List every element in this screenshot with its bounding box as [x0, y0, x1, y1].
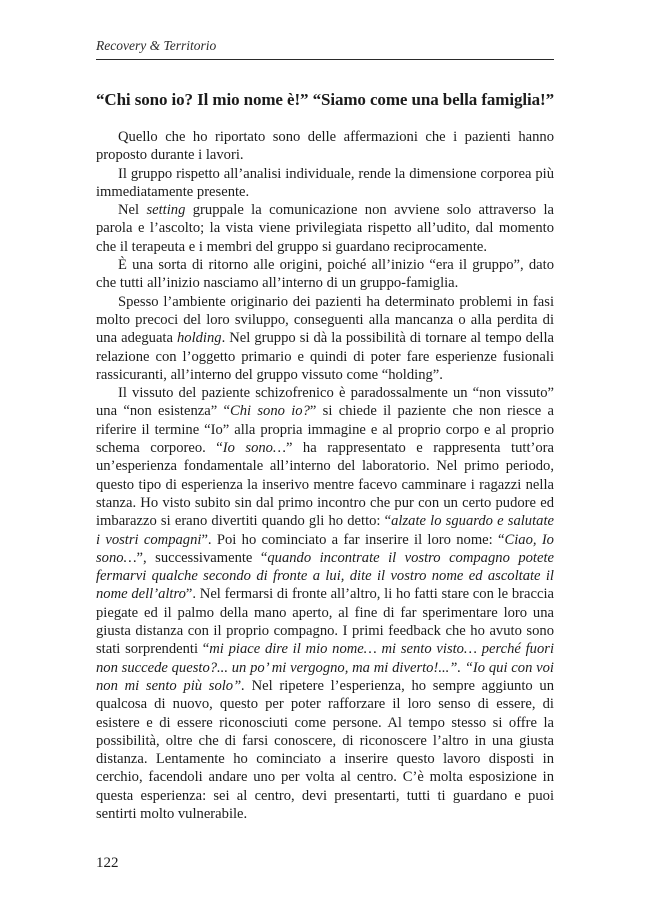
text-run: Nel	[118, 202, 147, 219]
text-run: Il vissuto del paziente schizofrenico è paradossalmente un “non vissuto” una “non esistenza” “	[96, 385, 554, 420]
paragraph-1: Quello che ho riportato sono delle affermazioni che i pazienti hanno proposto durante i lavori.	[96, 129, 554, 164]
text-run: ” si chiede il paziente che non riesce a riferire il termine “Io” alla propria immagine e al proprio corpo e al proprio schema corporeo. “	[96, 403, 554, 457]
paragraph-3	[96, 201, 554, 256]
italic-quote: Ciao, Io sono…	[96, 531, 554, 566]
text-run: ” ha rappresentato e rappresenta tutt’ora un’esperienza fondamentale all’interno del laboratorio. Nel primo periodo, questo tipo di esperienza la inserivo mentre facevo camminare i ragazzi nella stanza. Ho visto subito sin dal primo incontro che pur con un certo pudore ed imbarazzo si erano divertiti quando gli ho detto: “	[96, 440, 554, 530]
text-run: Spesso l’ambiente originario dei pazienti ha determinato problemi in fasi molto precoci del loro sviluppo, conseguenti alla mancanza o alla perdita di una adeguata	[96, 293, 554, 347]
italic-quote: alzate lo sguardo e salutate i vostri compagni	[96, 513, 554, 548]
paragraph-5	[96, 293, 554, 384]
italic-quote: Chi sono io?	[229, 403, 310, 420]
text-run: ”, successivamente “	[136, 549, 268, 566]
header-rule	[96, 59, 554, 60]
italic-quote: quando incontrate il vostro compagno potete fermarvi qualche secondo di fronte a lui, dite il vostro nome ed ascoltate il nome dell’altro	[96, 549, 554, 603]
body-text	[96, 128, 554, 823]
paragraph-2: Il gruppo rispetto all’analisi individuale, rende la dimensione corporea più immediatamente presente.	[96, 165, 554, 200]
text-run: gruppale la comunicazione non avviene solo attraverso la parola e l’ascolto; la vista viene privilegiata rispetto all’udito, dal momento che il terapeuta e i membri del gruppo si guardano reciprocamente.	[96, 202, 554, 255]
italic-quote: Io sono…	[222, 440, 286, 457]
running-head: Recovery & Territorio	[96, 38, 217, 53]
page-number: 122	[96, 855, 119, 871]
section-title: “Chi sono io? Il mio nome è!” “Siamo come una bella famiglia!”	[96, 90, 554, 109]
italic-term-setting: setting	[146, 202, 186, 219]
paragraph-4: È una sorta di ritorno alle origini, poiché all’inizio “era il gruppo”, dato che tutti all’inizio nasciamo all’interno di un gruppo-famiglia.	[96, 257, 554, 292]
text-run: . Nel gruppo si dà la possibilità di tornare al tempo della relazione con l’oggetto primario e quindi di poter fare esperienze fusionali rassicuranti, all’interno del gruppo vissuto come “holding”.	[96, 330, 554, 383]
text-run: Nel ripetere l’esperienza, ho sempre aggiunto un qualcosa di nuovo, questo per poter rafforzare il loro senso di essere, di esistere e di essere riconosciuti come persone. Al tempo stesso si offre la possibilità, oltre che di farsi conoscere, di riconoscere l’altro in una giusta distanza. Lentamente ho cominciato a inserire questo lavoro disposti in cerchio, facendoli andare uno per volta al centro. C’è molta esposizione in questa esperienza: sei al centro, devi presentarti, tutti ti guardano e puoi sentirti molto vulnerabile.	[96, 677, 554, 822]
text-run: ”. Poi ho cominciato a far inserire il loro nome: “	[201, 531, 505, 548]
paragraph-6	[96, 384, 554, 823]
italic-quote: mi piace dire il mio nome… mi sento visto… perché fuori non succede questo?... un po’ mi vergogno, ma mi diverto!...”. “Io qui con voi non mi sento più solo”.	[96, 641, 554, 694]
text-run: ”. Nel fermarsi di fronte all’altro, li ho fatti stare con le braccia piegate ed il palmo della mano aperto, al fine di far sperimentare loro una giusta distanza con il proprio compagno. I primi feedback che ho avuto sono stati sorprendenti “	[96, 586, 554, 658]
italic-term-holding: holding	[176, 330, 222, 347]
